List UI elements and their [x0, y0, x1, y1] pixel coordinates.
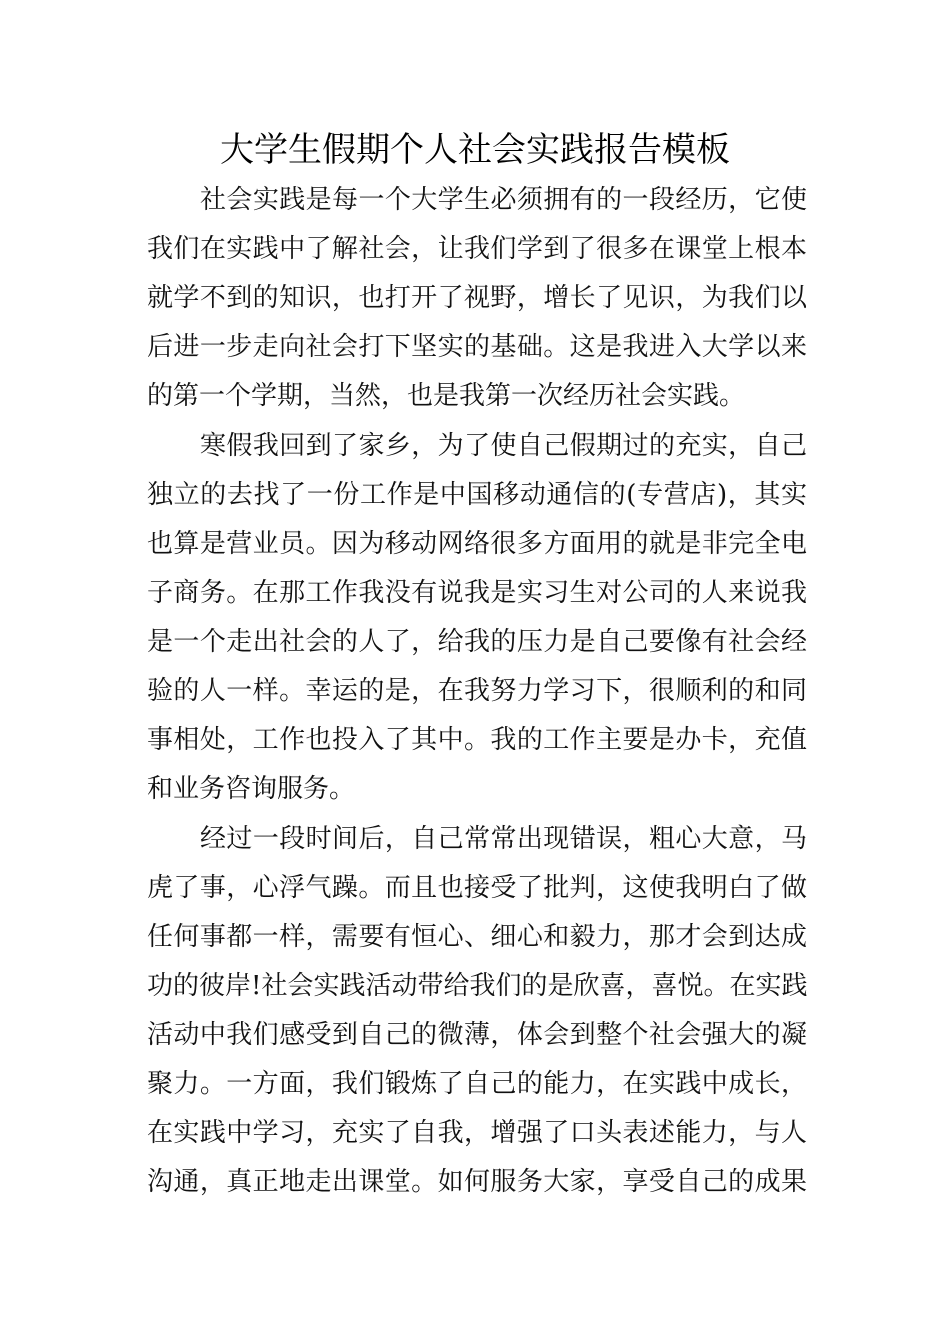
paragraph-3-line-8: 沟通，真正地走出课堂。如何服务大家，享受自己的成果 — [147, 1167, 807, 1197]
paragraph-3-line-7: 在实践中学习，充实了自我，增强了口头表述能力，与人 — [147, 1118, 807, 1148]
paragraph-1-line-1: 社会实践是每一个大学生必须拥有的一段经历，它使 — [200, 185, 807, 215]
paragraph-3-line-3: 任何事都一样，需要有恒心、细心和毅力，那才会到达成 — [147, 922, 807, 952]
paragraph-2-line-4: 子商务。在那工作我没有说我是实习生对公司的人来说我 — [147, 578, 807, 608]
paragraph-3-line-1: 经过一段时间后，自己常常出现错误，粗心大意，马 — [200, 824, 807, 854]
paragraph-2-line-8: 和业务咨询服务。 — [147, 774, 356, 804]
paragraph-3-line-6: 聚力。一方面，我们锻炼了自己的能力，在实践中成长， — [147, 1069, 807, 1099]
paragraph-2-line-2: 独立的去找了一份工作是中国移动通信的(专营店)，其实 — [147, 480, 807, 510]
paragraph-1-line-5: 的第一个学期，当然，也是我第一次经历社会实践。 — [147, 381, 746, 411]
paragraph-3-line-5: 活动中我们感受到自己的微薄，体会到整个社会强大的凝 — [147, 1020, 807, 1050]
paragraph-2-line-3: 也算是营业员。因为移动网络很多方面用的就是非完全电 — [147, 529, 807, 559]
paragraph-3-line-2: 虎了事，心浮气躁。而且也接受了批判，这使我明白了做 — [147, 873, 807, 903]
paragraph-2-line-7: 事相处，工作也投入了其中。我的工作主要是办卡，充值 — [147, 725, 807, 755]
paragraph-1-line-2: 我们在实践中了解社会，让我们学到了很多在课堂上根本 — [147, 234, 807, 264]
document-title: 大学生假期个人社会实践报告模板 — [220, 130, 730, 170]
paragraph-3-line-4: 功的彼岸!社会实践活动带给我们的是欣喜，喜悦。在实践 — [147, 971, 808, 1001]
paragraph-1-line-3: 就学不到的知识，也打开了视野，增长了见识，为我们以 — [147, 283, 807, 313]
paragraph-1-line-4: 后进一步走向社会打下坚实的基础。这是我进入大学以来 — [147, 332, 807, 362]
paragraph-2-line-5: 是一个走出社会的人了，给我的压力是自己要像有社会经 — [147, 627, 807, 657]
paragraph-2-line-1: 寒假我回到了家乡，为了使自己假期过的充实，自己 — [200, 431, 807, 461]
paragraph-2-line-6: 验的人一样。幸运的是，在我努力学习下，很顺利的和同 — [147, 676, 807, 706]
